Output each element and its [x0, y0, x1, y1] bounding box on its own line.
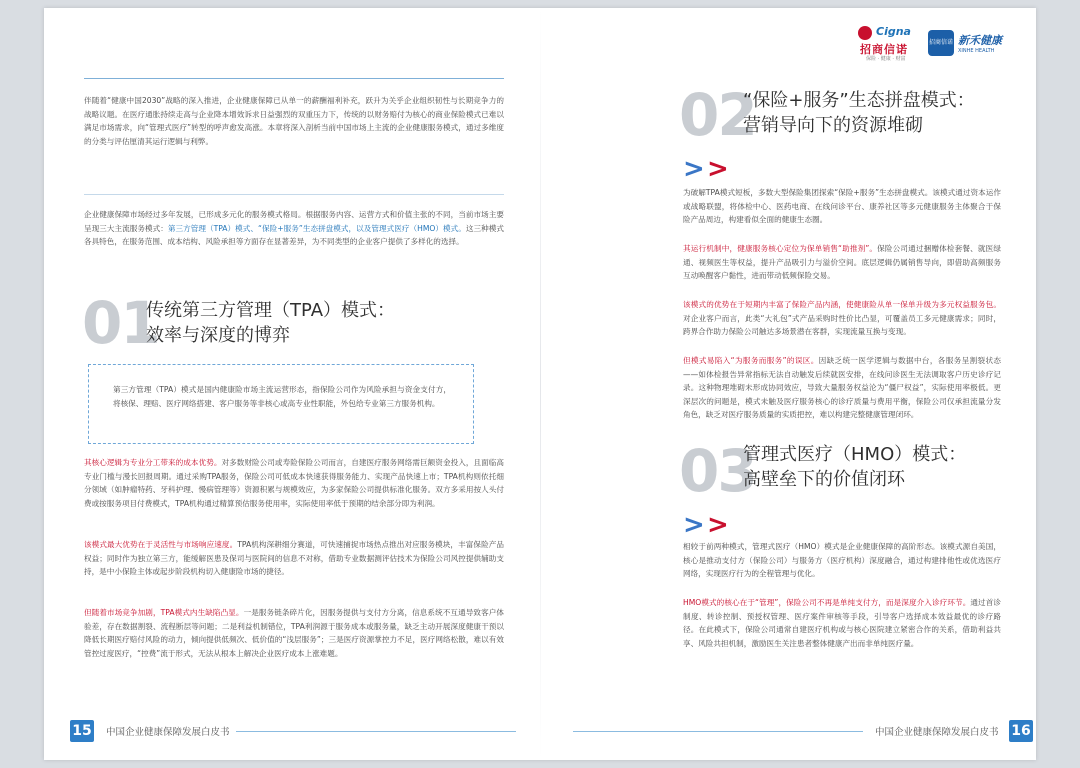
cigna-mark-icon — [858, 26, 872, 40]
section-title-01 — [146, 298, 395, 348]
xinhe-badge-icon: 招商信诺 — [928, 30, 954, 56]
section-title-03-line1: 管理式医疗（HMO）模式： — [743, 444, 967, 465]
page-footer-right — [563, 720, 1031, 742]
s2-paragraph-2-text: 保险公司通过捆赠体检套餐、就医绿通、视频医生等权益，提升产品吸引力与溢价空间。底层逻辑仍属销售导向，即借助高频服务互动唤醒客户黏性，进而带动低频保险交易。 — [683, 244, 1002, 281]
section-03-arrows — [683, 510, 743, 540]
intro-paragraph: 伴随着“健康中国2030”战略的深入推进，企业健康保障已从单一的薪酬福利补充，跃升为关乎企业组织韧性与长期竞争力的战略议题。在医疗通胀持续走高与企业降本增效诉求日益强烈的双重压力下，传统的以财务赔付为核心的商业保险模式已难以满足市场需求，向“管理式医疗”转型的呼声愈发高涨。本章将深入剖析当前中国市场上主流的企业健康服务模式，通过多维度的分类与评估厘清其运行逻辑与利弊。 — [84, 96, 504, 146]
s2-paragraph-4-highlight: 但模式易陷入“为服务而服务”的误区。 — [683, 356, 819, 365]
tpa-paragraph-3 — [84, 606, 504, 660]
red-chevron-icon: > — [707, 154, 729, 184]
s2-paragraph-4 — [683, 354, 1001, 422]
top-divider — [84, 78, 504, 79]
red-chevron-icon: > — [707, 510, 729, 540]
page-footer-left — [66, 720, 516, 742]
overview-text-a: 企业健康保障市场经过多年发展，已形成多元化的服务模式格局。根据服务内容、运营方式和价值主张的不同，当前市场主要呈现三大主流服务模式： — [84, 210, 504, 233]
section-title-03 — [743, 442, 966, 492]
overview-paragraph — [84, 208, 504, 249]
section-title-02 — [743, 88, 975, 138]
overview-text-b: 这三种模式各具特色，在服务范围、成本结构、风险承担等方面存在显著差异，为不同类型的企业客户提供了多样化的选择。 — [84, 223, 504, 247]
s2-paragraph-2-highlight: 其运行机制中，健康服务核心定位为保单销售“助推剂”。 — [683, 244, 878, 253]
blue-chevron-icon: > — [683, 154, 705, 184]
footer-rule-left — [236, 731, 516, 732]
definition-text: 第三方管理（TPA）模式是国内健康险市场主流运营形态，指保险公司作为风险承担与资金支付方，将核保、理赔、医疗网络搭建、客户服务等非核心或高专业性职能，外包给专业第三方服务机构。 — [113, 385, 451, 408]
cigna-logo — [858, 24, 920, 64]
cigna-logo-en: Cigna — [876, 25, 911, 38]
section-title-01-line1: 传统第三方管理（TPA）模式： — [146, 300, 396, 321]
s3-paragraph-2 — [683, 596, 1001, 650]
section-number-02: 02 — [679, 81, 756, 149]
xinhe-logo-cn: 新禾健康 — [958, 34, 1002, 47]
cigna-logo-tagline: 保险 · 健康 · 财富 — [866, 56, 906, 62]
brand-logos — [848, 24, 1008, 64]
page-number-15: 15 — [70, 720, 94, 742]
footer-rule-right — [573, 731, 863, 732]
tpa-paragraph-3-text: 一是服务链条碎片化，因服务提供与支付方分离，信息系统不互通导致客户体验差，存在数据割裂、流程断层等问题；二是利益机制错位，TPA利润源于服务成本或服务量，缺乏主动开展深度健康干预以降低长期医疗赔付风险的动力，倾向提供低频次、低价值的“浅层服务”；三是医疗资源掌控力不足，医疗网络松散，难以有效管控过度医疗，“控费”流于形式，无法从根本上解决企业医疗成本上涨难题。 — [84, 608, 504, 658]
s3-paragraph-2-text: 通过首诊制度、转诊控制、预授权管理、医疗案件审核等手段，引导客户选择成本效益最优的诊疗路径。在此模式下，保险公司通常自建医疗机构或与核心医院建立紧密合作的关系，借助利益共享、风险共担机制，激励医生关注患者整体健康产出而非单纯医疗量。 — [683, 598, 1001, 648]
cigna-logo-cn: 招商信诺 — [860, 43, 908, 56]
tpa-paragraph-2 — [84, 538, 504, 579]
s2-paragraph-4-text: 因缺乏统一医学逻辑与数据中台，各服务呈割裂状态——如体检报告异常指标无法自动触发后续就医安排，在线问诊医生无法调取客户历史诊疗记录。这种物理堆砌未形成协同效应，导致大量服务权益沦为“僵尸权益”，实际使用率极低。更深层次的问题是，模式未触及医疗服务核心的诊疗质量与费用平衡，保险公司仅承担流量分发角色，缺乏对医疗服务质量的实质把控，难以构建完整健康管理闭环。 — [683, 356, 1001, 420]
tpa-paragraph-1 — [84, 456, 504, 510]
section-title-02-line2: 营销导向下的资源堆砌 — [743, 115, 923, 136]
section-number-03: 03 — [679, 437, 756, 505]
blue-chevron-icon: > — [683, 510, 705, 540]
s2-paragraph-1: 为破解TPA模式短板，多数大型保险集团探索“保险+服务”生态拼盘模式。该模式通过资本运作或战略联盟，将体检中心、医药电商、在线问诊平台、康养社区等多元健康服务主体聚合于保险产品周边，构建看似全面的健康生态圈。 — [683, 188, 1001, 225]
footer-title-left: 中国企业健康保障发展白皮书 — [106, 727, 230, 738]
tpa-paragraph-2-text: TPA机构深耕细分赛道，可快速捕捉市场热点推出对应服务模块，丰富保险产品权益；同时作为独立第三方，能缓解医患及保司与医院间的信息不对称，借助专业数据测评估技术为保险公司风控提供辅助支持，是中小保险主体或起步阶段机构切入健康险市场的捷径。 — [84, 540, 504, 577]
section-title-03-line2: 高壁垒下的价值闭环 — [743, 469, 905, 490]
document-spread — [44, 8, 1036, 760]
s2-paragraph-2 — [683, 242, 1001, 283]
s2-paragraph-3-text: 对企业客户而言，此类“大礼包”式产品采购时性价比凸显，可覆盖员工多元健康需求；同时，跨界合作助力保险公司触达多场景潜在客群，实现流量互换与变现。 — [683, 313, 1001, 337]
section-title-02-line1: “保险+服务”生态拼盘模式： — [743, 90, 975, 111]
s3-paragraph-1: 相较于前两种模式，管理式医疗（HMO）模式是企业健康保障的高阶形态。该模式源自美国，核心是推动支付方（保险公司）与服务方（医疗机构）深度融合，通过构建排他性或优选医疗网络，实现医疗行为的全程管理与优化。 — [683, 542, 1001, 579]
definition-box — [88, 364, 474, 444]
tpa-paragraph-2-highlight: 该模式最大优势在于灵活性与市场响应速度。 — [84, 540, 238, 549]
xinhe-logo — [928, 28, 1008, 62]
s2-paragraph-3 — [683, 298, 1001, 339]
s3-paragraph-2-highlight: HMO模式的核心在于“管理”，保险公司不再是单纯支付方，而是深度介入诊疗环节。 — [683, 598, 971, 607]
page-16 — [541, 8, 1036, 760]
section-title-01-line2: 效率与深度的博弈 — [146, 325, 290, 346]
overview-highlight: 第三方管理（TPA）模式、“保险+服务”生态拼盘模式，以及管理式医疗（HMO）模式。 — [167, 223, 466, 233]
xinhe-logo-en: XINHE HEALTH — [958, 48, 995, 54]
section-divider — [84, 194, 504, 195]
tpa-paragraph-1-highlight: 其核心逻辑为专业分工带来的成本优势。 — [84, 458, 222, 467]
section-number-01: 01 — [82, 289, 159, 357]
page-15 — [44, 8, 540, 760]
section-02-arrows — [683, 154, 743, 184]
tpa-paragraph-1-text: 对多数财险公司或寿险保险公司而言，自建医疗服务网络需巨额资金投入，且面临高专业门槛与漫长回报周期。通过采购TPA服务，保险公司可低成本快速获得服务能力、实现产品快速上市；TPA机构则依托细分领域（如肿瘤特药、牙科护理、慢病管理等）资源积累与规模效应，为多家保险公司提供标准化服务。双方多采用按人头付费或按服务项目付费模式，TPA机构通过精算预估服务使用率，实际使用率低于预期的结余部分即为利润。 — [84, 458, 504, 508]
s2-paragraph-3-highlight: 该模式的优势在于短期内丰富了保险产品内涵，使健康险从单一保单升级为多元权益服务包。 — [683, 300, 1001, 309]
footer-title-right: 中国企业健康保障发展白皮书 — [875, 727, 999, 738]
tpa-paragraph-3-highlight: 但随着市场竞争加剧，TPA模式内生缺陷凸显。 — [84, 608, 244, 617]
page-number-16: 16 — [1009, 720, 1033, 742]
